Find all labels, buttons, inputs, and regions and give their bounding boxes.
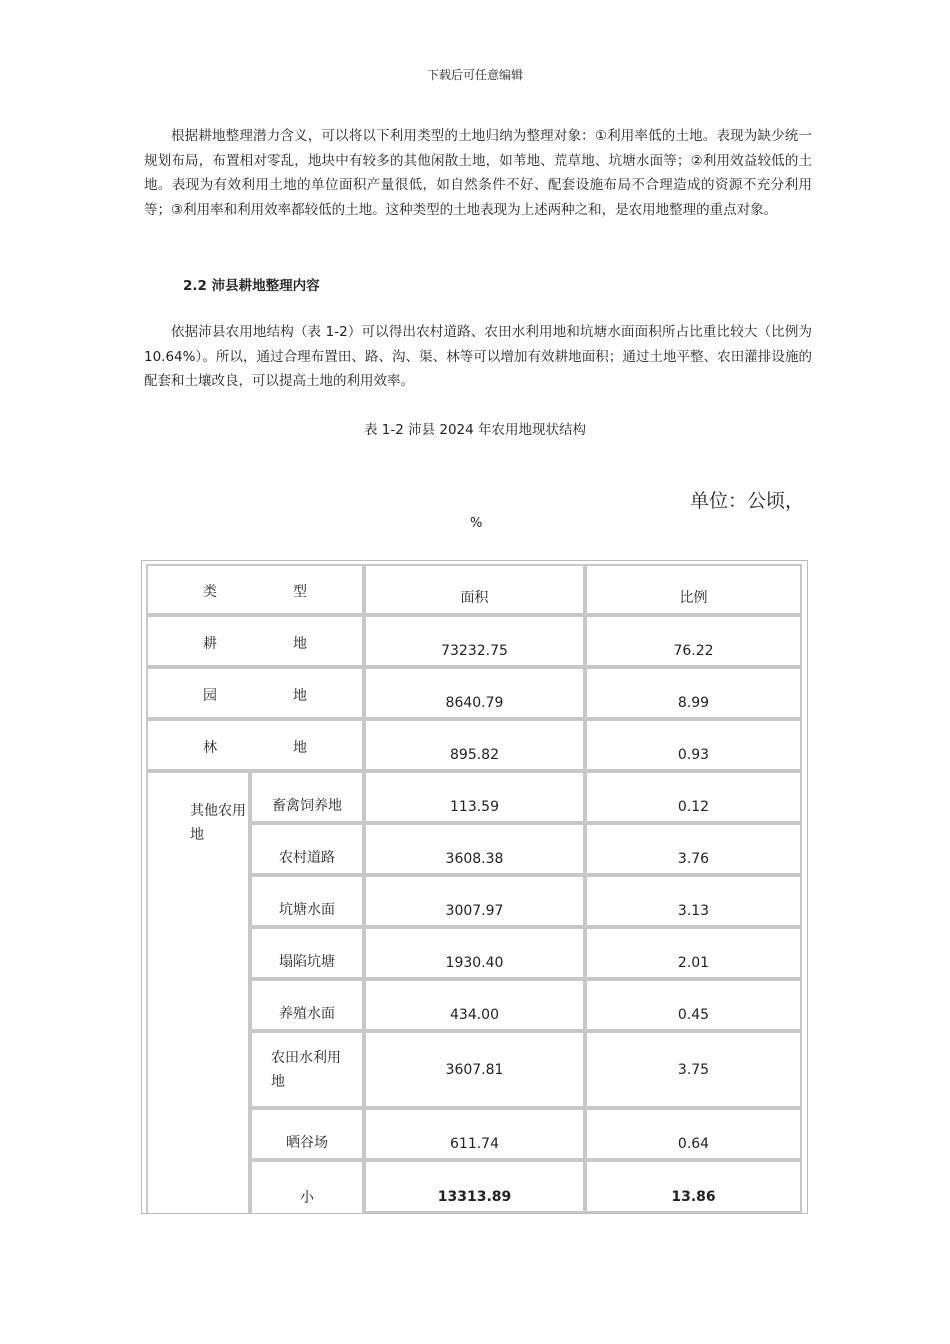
group-row-area: 3608.38 [364, 823, 585, 875]
group-row-name: 畜禽饲养地 [250, 771, 364, 823]
type-char: 园 [203, 688, 217, 704]
table-row-garden-area: 8640.79 [364, 667, 585, 719]
table-row-garden-type [146, 667, 364, 719]
group-row-name: 坑塘水面 [250, 875, 364, 927]
group-label-other-farmland [146, 771, 250, 1213]
header-type-char-2: 型 [293, 584, 307, 600]
table-row-forest-area: 895.82 [364, 719, 585, 771]
header-area: 面积 [364, 564, 585, 615]
group-row-area: 113.59 [364, 771, 585, 823]
table-row-cropland-ratio: 76.22 [585, 615, 802, 667]
table-row-forest-ratio: 0.93 [585, 719, 802, 771]
table-unit-percent: % [470, 516, 483, 531]
header-type-char-1: 类 [203, 584, 217, 600]
subtotal-ratio: 13.86 [585, 1160, 802, 1213]
table-caption: 表 1-2 沛县 2024 年农用地现状结构 [363, 422, 587, 438]
type-char: 地 [293, 740, 307, 756]
group-row-area: 3607.81 [364, 1031, 585, 1108]
header-ratio: 比例 [585, 564, 802, 615]
table-row-cropland-type [146, 615, 364, 667]
group-row-area: 611.74 [364, 1108, 585, 1160]
group-row-name [250, 1031, 364, 1108]
paragraph-structure: 依据沛县农用地结构（表 1-2）可以得出农村道路、农田水利用地和坑塘水面面积所占比重比较大（比例为 10.64%）。所以，通过合理布置田、路、沟、渠、林等可以增加有效耕地面积；通过土地平整、农田灌排设施的配套和土壤改良，可以提高土地的利用效率。 [144, 324, 812, 389]
group-row-ratio: 3.76 [585, 823, 802, 875]
group-row-name: 农村道路 [250, 823, 364, 875]
subtotal-area: 13313.89 [364, 1160, 585, 1213]
table-row-garden-ratio: 8.99 [585, 667, 802, 719]
page-header: 下载后可任意编辑 [426, 68, 523, 82]
group-row-name: 养殖水面 [250, 979, 364, 1031]
table-row-forest-type [146, 719, 364, 771]
group-row-area: 1930.40 [364, 927, 585, 979]
land-structure-table [141, 560, 808, 1214]
type-char: 地 [293, 636, 307, 652]
header-type [146, 564, 364, 615]
type-char: 耕 [203, 636, 217, 652]
group-row-ratio: 2.01 [585, 927, 802, 979]
group-row-ratio: 0.12 [585, 771, 802, 823]
group-row-ratio: 3.13 [585, 875, 802, 927]
group-label-text: 其他农用地 [190, 803, 246, 843]
group-row-name: 塌陷坑塘 [250, 927, 364, 979]
section-heading: 2.2 沛县耕地整理内容 [183, 278, 320, 294]
group-row-ratio: 3.75 [585, 1031, 802, 1108]
paragraph-land-types: 根据耕地整理潜力含义，可以将以下利用类型的土地归纳为整理对象：①利用率低的土地。表现为缺少统一规划布局，布置相对零乱，地块中有较多的其他闲散土地，如苇地、荒草地、坑塘水面等；②利用效益较低的土地。表现为有效利用土地的单位面积产量很低，如自然条件不好、配套设施布局不合理造成的资源不充分利用等；③利用率和利用效率都较低的土地。这种类型的土地表现为上述两种之和，是农用地整理的重点对象。 [144, 128, 812, 218]
subtotal-label: 小 [250, 1160, 364, 1213]
table-row-cropland-area: 73232.75 [364, 615, 585, 667]
group-row-area: 3007.97 [364, 875, 585, 927]
group-row-name-text: 农田水利用地 [271, 1049, 341, 1090]
group-row-ratio: 0.64 [585, 1108, 802, 1160]
type-char: 地 [293, 688, 307, 704]
group-row-ratio: 0.45 [585, 979, 802, 1031]
group-row-area: 434.00 [364, 979, 585, 1031]
group-row-name: 晒谷场 [250, 1108, 364, 1160]
table-unit: 单位：公顷， [690, 490, 805, 512]
type-char: 林 [203, 740, 217, 756]
